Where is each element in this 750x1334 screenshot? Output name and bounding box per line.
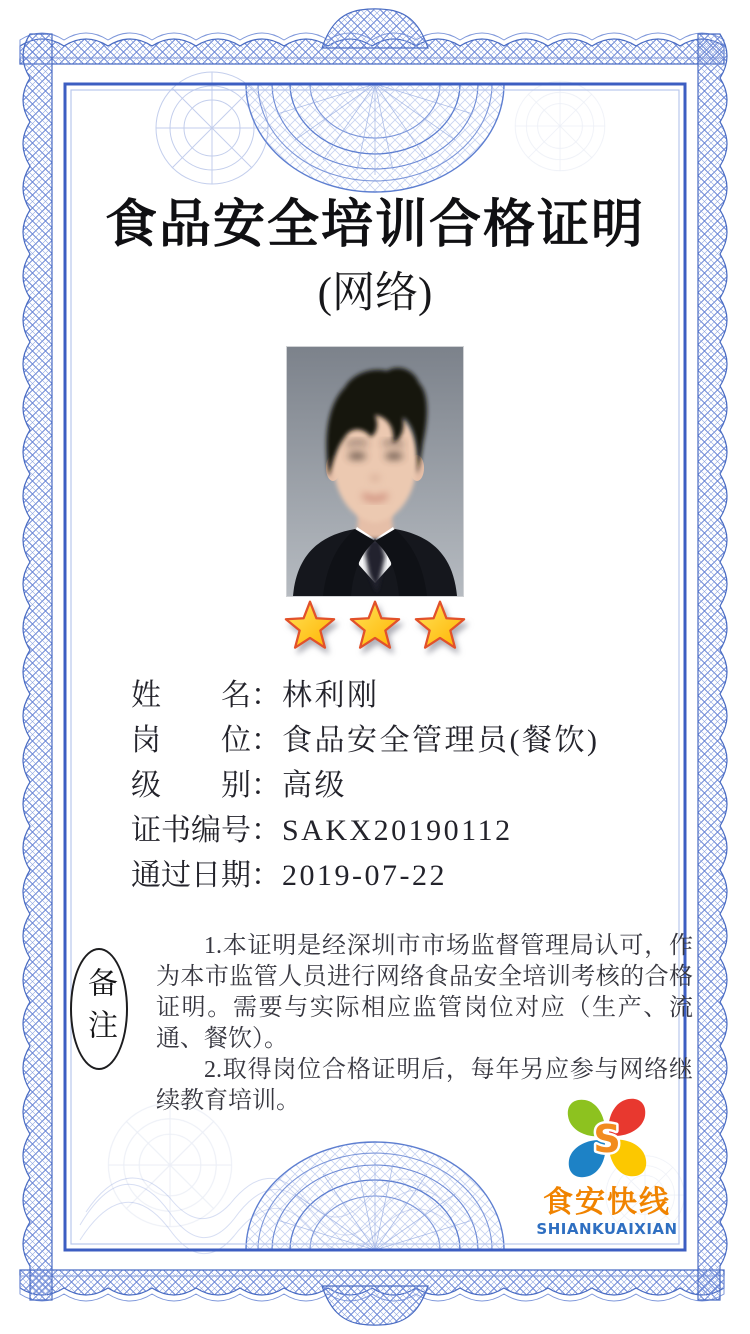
portrait-illustration xyxy=(287,347,463,596)
field-value: 高级 xyxy=(282,769,347,802)
remark-item: 2.取得岗位合格证明后，每年另应参与网络继续教育培训。 xyxy=(156,1057,693,1114)
field-label: 岗 位： xyxy=(131,724,281,757)
star-icon xyxy=(281,599,339,657)
remarks-label: 备注 xyxy=(83,967,116,1051)
star-rating xyxy=(0,599,750,657)
star-icon xyxy=(346,599,404,657)
field-value: SAKX20190112 xyxy=(282,814,513,847)
field-value: 食品安全管理员(餐饮) xyxy=(282,724,600,757)
field-label: 通过日期： xyxy=(131,859,281,892)
certificate-subtitle: (网络) xyxy=(317,270,433,317)
certificate-fields xyxy=(131,680,701,905)
star-icon xyxy=(411,599,469,657)
remarks-oval xyxy=(70,948,128,1070)
logo-flower-icon xyxy=(536,1092,678,1184)
field-value: 2019-07-22 xyxy=(282,859,447,892)
field-row-level xyxy=(131,770,701,802)
holder-photo xyxy=(287,347,463,596)
field-label: 证书编号： xyxy=(131,814,281,847)
remarks-text xyxy=(156,931,693,1117)
field-label: 姓 名： xyxy=(131,679,281,712)
field-row-pass-date xyxy=(131,860,701,892)
field-value: 林利刚 xyxy=(282,679,380,712)
certificate-title: 食品安全培训合格证明 xyxy=(104,195,645,255)
field-row-certificate-number xyxy=(131,815,701,847)
field-row-position xyxy=(131,725,701,757)
remark-item: 1.本证明是经深圳市市场监督管理局认可，作为本市监管人员进行网络食品安全培训考核的合格证明。需要与实际相应监管岗位对应（生产、流通、餐饮）。 xyxy=(156,933,693,1052)
logo-monogram: S xyxy=(593,1117,621,1161)
logo-name-cn: 食安快线 xyxy=(543,1185,671,1220)
field-row-name xyxy=(131,680,701,712)
logo-name-en: SHIANKUAIXIAN xyxy=(536,1220,678,1238)
field-label: 级 别： xyxy=(131,769,281,802)
shiankuaixian-logo xyxy=(536,1092,678,1238)
